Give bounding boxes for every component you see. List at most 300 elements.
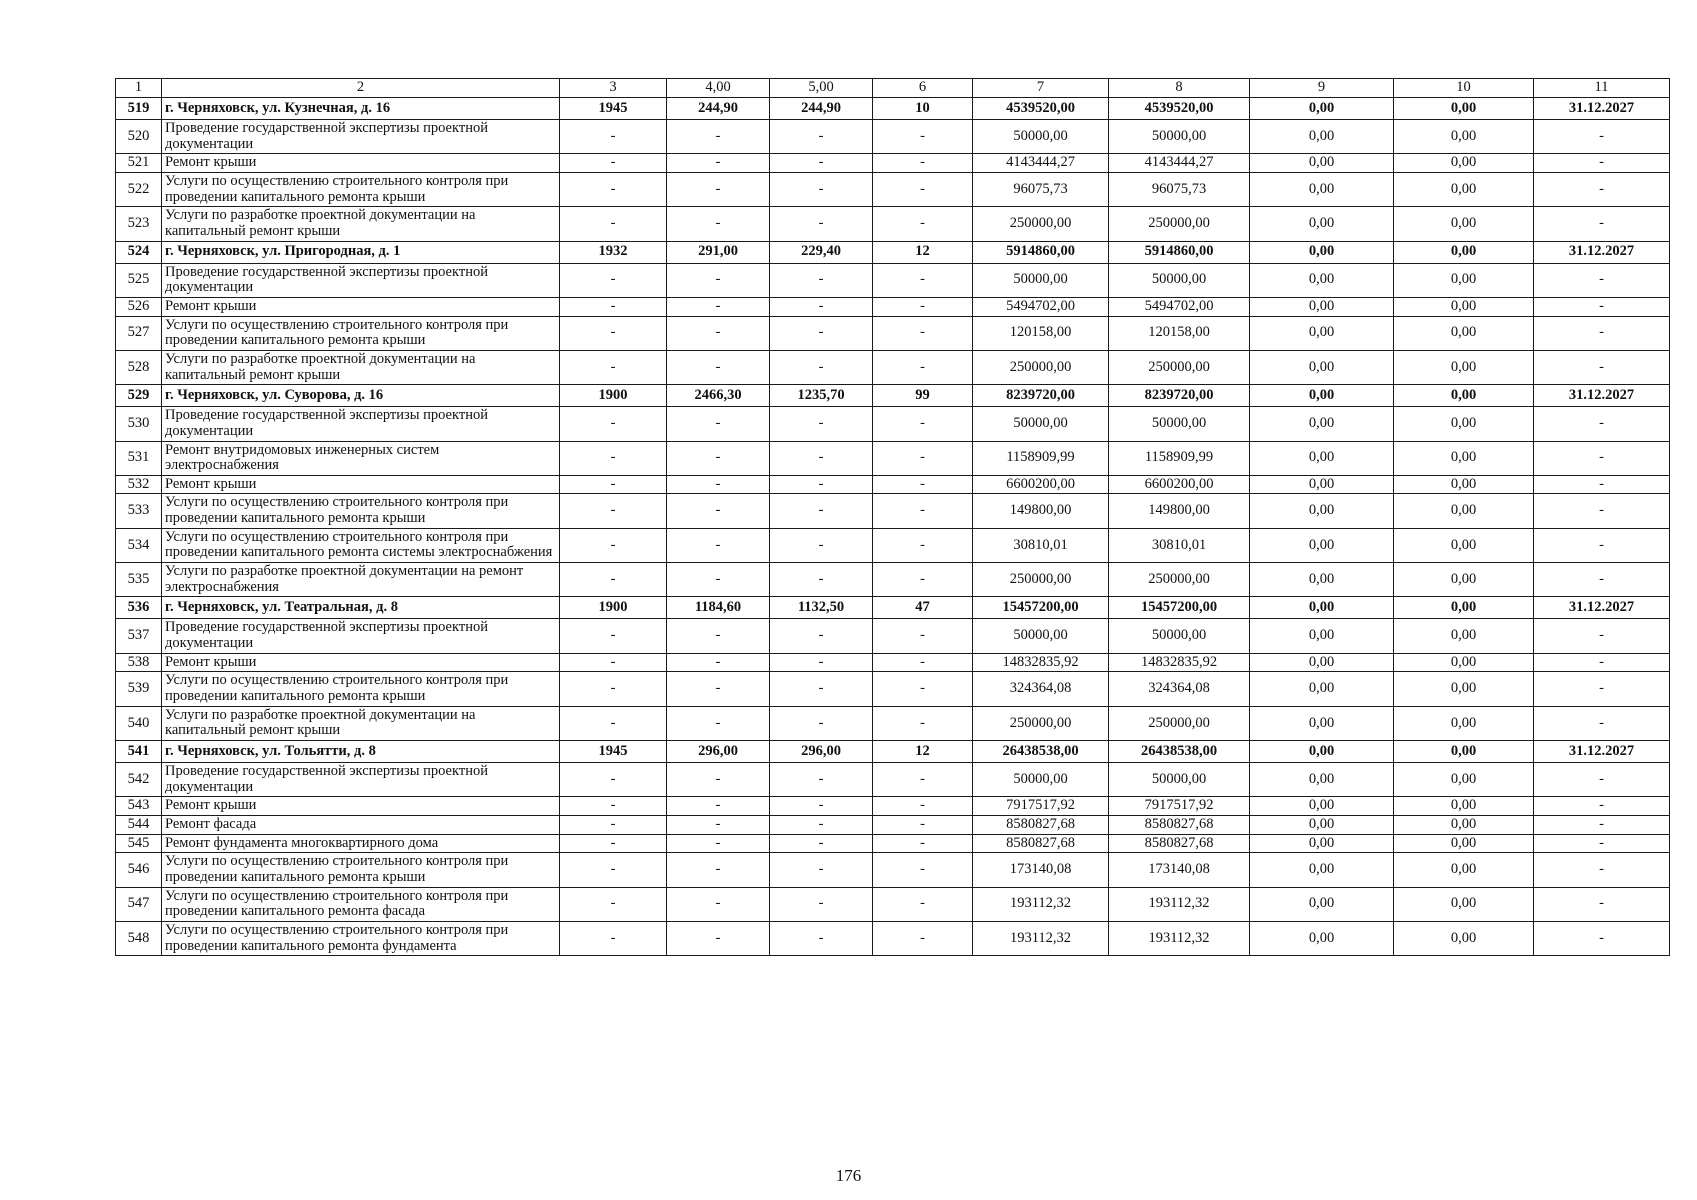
value-cell: 0,00 bbox=[1250, 475, 1394, 494]
work-name-cell: Проведение государственной экспертизы проектной документации bbox=[162, 120, 560, 154]
value-cell: - bbox=[667, 441, 770, 475]
value-cell: 0,00 bbox=[1394, 441, 1534, 475]
value-cell: 0,00 bbox=[1250, 207, 1394, 241]
value-cell: - bbox=[667, 672, 770, 706]
row-number-cell: 541 bbox=[116, 741, 162, 763]
value-cell: 50000,00 bbox=[1109, 407, 1250, 441]
work-item-row bbox=[116, 763, 1670, 797]
work-item-row bbox=[116, 263, 1670, 297]
work-name-cell: Проведение государственной экспертизы проектной документации bbox=[162, 407, 560, 441]
value-cell: 250000,00 bbox=[1109, 207, 1250, 241]
work-name-cell: Ремонт крыши bbox=[162, 653, 560, 672]
value-cell: 8580827,68 bbox=[973, 815, 1109, 834]
value-cell: - bbox=[770, 350, 873, 384]
column-number-cell: 9 bbox=[1250, 79, 1394, 98]
value-cell: - bbox=[1534, 172, 1670, 206]
value-cell: 0,00 bbox=[1250, 528, 1394, 562]
value-cell: 5494702,00 bbox=[973, 297, 1109, 316]
value-cell: - bbox=[873, 297, 973, 316]
value-cell: - bbox=[667, 834, 770, 853]
value-cell: 244,90 bbox=[667, 98, 770, 120]
value-cell: - bbox=[1534, 763, 1670, 797]
value-cell: 296,00 bbox=[667, 741, 770, 763]
value-cell: 1184,60 bbox=[667, 597, 770, 619]
value-cell: - bbox=[873, 853, 973, 887]
work-item-row bbox=[116, 441, 1670, 475]
value-cell: 0,00 bbox=[1250, 741, 1394, 763]
value-cell: 8239720,00 bbox=[1109, 385, 1250, 407]
value-cell: - bbox=[873, 494, 973, 528]
value-cell: 0,00 bbox=[1394, 741, 1534, 763]
value-cell: - bbox=[770, 120, 873, 154]
value-cell: 0,00 bbox=[1250, 385, 1394, 407]
value-cell: - bbox=[667, 475, 770, 494]
value-cell: 0,00 bbox=[1250, 494, 1394, 528]
work-item-row bbox=[116, 154, 1670, 173]
value-cell: 1900 bbox=[560, 385, 667, 407]
value-cell: 0,00 bbox=[1394, 120, 1534, 154]
value-cell: 4539520,00 bbox=[973, 98, 1109, 120]
value-cell: 12 bbox=[873, 741, 973, 763]
value-cell: 0,00 bbox=[1394, 797, 1534, 816]
row-number-cell: 533 bbox=[116, 494, 162, 528]
work-name-cell: Проведение государственной экспертизы проектной документации bbox=[162, 263, 560, 297]
value-cell: 2466,30 bbox=[667, 385, 770, 407]
value-cell: 193112,32 bbox=[973, 887, 1109, 921]
value-cell: - bbox=[770, 154, 873, 173]
value-cell: - bbox=[770, 834, 873, 853]
value-cell: - bbox=[770, 494, 873, 528]
value-cell: 6600200,00 bbox=[1109, 475, 1250, 494]
value-cell: - bbox=[873, 763, 973, 797]
value-cell: - bbox=[770, 619, 873, 653]
work-name-cell: Услуги по осуществлению строительного контроля при проведении капитального ремонта крыши bbox=[162, 853, 560, 887]
value-cell: 8580827,68 bbox=[973, 834, 1109, 853]
value-cell: - bbox=[873, 120, 973, 154]
value-cell: - bbox=[770, 563, 873, 597]
value-cell: 296,00 bbox=[770, 741, 873, 763]
value-cell: 0,00 bbox=[1394, 475, 1534, 494]
value-cell: 0,00 bbox=[1394, 921, 1534, 955]
value-cell: - bbox=[770, 797, 873, 816]
value-cell: 173140,08 bbox=[1109, 853, 1250, 887]
value-cell: - bbox=[770, 887, 873, 921]
value-cell: 1235,70 bbox=[770, 385, 873, 407]
value-cell: 0,00 bbox=[1250, 887, 1394, 921]
value-cell: 250000,00 bbox=[1109, 563, 1250, 597]
value-cell: 4539520,00 bbox=[1109, 98, 1250, 120]
value-cell: - bbox=[1534, 297, 1670, 316]
value-cell: 0,00 bbox=[1394, 98, 1534, 120]
value-cell: - bbox=[560, 619, 667, 653]
value-cell: - bbox=[667, 528, 770, 562]
row-number-cell: 539 bbox=[116, 672, 162, 706]
value-cell: - bbox=[1534, 316, 1670, 350]
value-cell: - bbox=[560, 853, 667, 887]
value-cell: - bbox=[1534, 653, 1670, 672]
value-cell: 250000,00 bbox=[973, 563, 1109, 597]
value-cell: 291,00 bbox=[667, 241, 770, 263]
value-cell: 0,00 bbox=[1250, 921, 1394, 955]
value-cell: - bbox=[873, 672, 973, 706]
row-number-cell: 523 bbox=[116, 207, 162, 241]
work-item-row bbox=[116, 563, 1670, 597]
row-number-cell: 526 bbox=[116, 297, 162, 316]
value-cell: 10 bbox=[873, 98, 973, 120]
work-item-row bbox=[116, 619, 1670, 653]
value-cell: 0,00 bbox=[1394, 494, 1534, 528]
work-item-row bbox=[116, 653, 1670, 672]
work-name-cell: Услуги по разработке проектной документации на капитальный ремонт крыши bbox=[162, 207, 560, 241]
value-cell: 250000,00 bbox=[1109, 350, 1250, 384]
value-cell: - bbox=[1534, 120, 1670, 154]
value-cell: - bbox=[667, 263, 770, 297]
row-number-cell: 537 bbox=[116, 619, 162, 653]
value-cell: 15457200,00 bbox=[1109, 597, 1250, 619]
row-number-cell: 527 bbox=[116, 316, 162, 350]
value-cell: - bbox=[560, 316, 667, 350]
table-header-row bbox=[116, 79, 1670, 98]
work-name-cell: Услуги по осуществлению строительного контроля при проведении капитального ремонта фундамента bbox=[162, 921, 560, 955]
value-cell: 149800,00 bbox=[973, 494, 1109, 528]
address-row bbox=[116, 597, 1670, 619]
row-number-cell: 536 bbox=[116, 597, 162, 619]
row-number-cell: 545 bbox=[116, 834, 162, 853]
value-cell: 7917517,92 bbox=[1109, 797, 1250, 816]
value-cell: 8580827,68 bbox=[1109, 834, 1250, 853]
work-item-row bbox=[116, 475, 1670, 494]
value-cell: 0,00 bbox=[1394, 385, 1534, 407]
value-cell: 14832835,92 bbox=[973, 653, 1109, 672]
value-cell: - bbox=[667, 706, 770, 740]
row-number-cell: 540 bbox=[116, 706, 162, 740]
column-number-cell: 3 bbox=[560, 79, 667, 98]
column-number-cell: 8 bbox=[1109, 79, 1250, 98]
value-cell: 1945 bbox=[560, 98, 667, 120]
value-cell: 1932 bbox=[560, 241, 667, 263]
row-number-cell: 524 bbox=[116, 241, 162, 263]
value-cell: 0,00 bbox=[1250, 834, 1394, 853]
work-item-row bbox=[116, 815, 1670, 834]
work-name-cell: Ремонт крыши bbox=[162, 154, 560, 173]
value-cell: 0,00 bbox=[1394, 563, 1534, 597]
page-number: 176 bbox=[835, 1166, 862, 1185]
value-cell: - bbox=[560, 475, 667, 494]
work-item-row bbox=[116, 120, 1670, 154]
value-cell: - bbox=[1534, 619, 1670, 653]
value-cell: - bbox=[560, 528, 667, 562]
value-cell: 6600200,00 bbox=[973, 475, 1109, 494]
value-cell: - bbox=[770, 172, 873, 206]
value-cell: - bbox=[667, 154, 770, 173]
value-cell: 0,00 bbox=[1250, 763, 1394, 797]
row-number-cell: 543 bbox=[116, 797, 162, 816]
value-cell: 0,00 bbox=[1250, 350, 1394, 384]
value-cell: - bbox=[667, 350, 770, 384]
value-cell: 50000,00 bbox=[1109, 763, 1250, 797]
column-number-cell: 11 bbox=[1534, 79, 1670, 98]
value-cell: - bbox=[873, 706, 973, 740]
row-number-cell: 521 bbox=[116, 154, 162, 173]
value-cell: 1158909,99 bbox=[1109, 441, 1250, 475]
value-cell: 0,00 bbox=[1250, 98, 1394, 120]
value-cell: 0,00 bbox=[1250, 154, 1394, 173]
work-name-cell: Услуги по разработке проектной документации на капитальный ремонт крыши bbox=[162, 350, 560, 384]
value-cell: 193112,32 bbox=[973, 921, 1109, 955]
value-cell: 324364,08 bbox=[1109, 672, 1250, 706]
row-number-cell: 544 bbox=[116, 815, 162, 834]
value-cell: - bbox=[667, 207, 770, 241]
work-name-cell: Услуги по осуществлению строительного контроля при проведении капитального ремонта фасада bbox=[162, 887, 560, 921]
value-cell: - bbox=[1534, 706, 1670, 740]
value-cell: - bbox=[560, 706, 667, 740]
work-item-row bbox=[116, 921, 1670, 955]
work-name-cell: Услуги по осуществлению строительного контроля при проведении капитального ремонта системы электроснабжения bbox=[162, 528, 560, 562]
address-cell: г. Черняховск, ул. Театральная, д. 8 bbox=[162, 597, 560, 619]
value-cell: - bbox=[667, 797, 770, 816]
value-cell: - bbox=[770, 475, 873, 494]
work-item-row bbox=[116, 207, 1670, 241]
value-cell: 0,00 bbox=[1394, 815, 1534, 834]
value-cell: 0,00 bbox=[1394, 619, 1534, 653]
work-item-row bbox=[116, 316, 1670, 350]
value-cell: - bbox=[667, 172, 770, 206]
value-cell: 0,00 bbox=[1250, 653, 1394, 672]
value-cell: 0,00 bbox=[1250, 706, 1394, 740]
value-cell: - bbox=[1534, 154, 1670, 173]
value-cell: - bbox=[667, 619, 770, 653]
value-cell: 30810,01 bbox=[1109, 528, 1250, 562]
value-cell: - bbox=[873, 475, 973, 494]
value-cell: - bbox=[770, 528, 873, 562]
column-number-cell: 2 bbox=[162, 79, 560, 98]
value-cell: - bbox=[560, 441, 667, 475]
value-cell: - bbox=[1534, 350, 1670, 384]
work-name-cell: Услуги по разработке проектной документации на капитальный ремонт крыши bbox=[162, 706, 560, 740]
value-cell: 5494702,00 bbox=[1109, 297, 1250, 316]
value-cell: 5914860,00 bbox=[1109, 241, 1250, 263]
value-cell: - bbox=[560, 207, 667, 241]
value-cell: - bbox=[873, 887, 973, 921]
work-item-row bbox=[116, 853, 1670, 887]
value-cell: - bbox=[873, 797, 973, 816]
value-cell: - bbox=[1534, 563, 1670, 597]
table-body bbox=[116, 79, 1670, 956]
value-cell: 0,00 bbox=[1394, 887, 1534, 921]
value-cell: 4143444,27 bbox=[1109, 154, 1250, 173]
value-cell: 30810,01 bbox=[973, 528, 1109, 562]
work-name-cell: Услуги по осуществлению строительного контроля при проведении капитального ремонта крыши bbox=[162, 316, 560, 350]
row-number-cell: 548 bbox=[116, 921, 162, 955]
work-item-row bbox=[116, 887, 1670, 921]
value-cell: - bbox=[667, 563, 770, 597]
value-cell: - bbox=[770, 672, 873, 706]
address-row bbox=[116, 741, 1670, 763]
value-cell: - bbox=[873, 619, 973, 653]
value-cell: 0,00 bbox=[1250, 815, 1394, 834]
value-cell: - bbox=[770, 706, 873, 740]
value-cell: 250000,00 bbox=[973, 350, 1109, 384]
value-cell: - bbox=[560, 407, 667, 441]
value-cell: 0,00 bbox=[1394, 207, 1534, 241]
address-row bbox=[116, 98, 1670, 120]
row-number-cell: 535 bbox=[116, 563, 162, 597]
value-cell: 0,00 bbox=[1250, 563, 1394, 597]
value-cell: 0,00 bbox=[1250, 297, 1394, 316]
value-cell: 250000,00 bbox=[1109, 706, 1250, 740]
value-cell: - bbox=[873, 441, 973, 475]
value-cell: 0,00 bbox=[1250, 263, 1394, 297]
value-cell: 149800,00 bbox=[1109, 494, 1250, 528]
value-cell: - bbox=[667, 853, 770, 887]
value-cell: 0,00 bbox=[1250, 672, 1394, 706]
value-cell: 31.12.2027 bbox=[1534, 741, 1670, 763]
value-cell: - bbox=[560, 563, 667, 597]
value-cell: - bbox=[770, 763, 873, 797]
work-name-cell: Ремонт внутридомовых инженерных систем электроснабжения bbox=[162, 441, 560, 475]
column-number-cell: 10 bbox=[1394, 79, 1534, 98]
value-cell: - bbox=[1534, 441, 1670, 475]
value-cell: - bbox=[560, 653, 667, 672]
value-cell: 31.12.2027 bbox=[1534, 597, 1670, 619]
value-cell: 0,00 bbox=[1394, 350, 1534, 384]
value-cell: 0,00 bbox=[1394, 154, 1534, 173]
row-number-cell: 531 bbox=[116, 441, 162, 475]
value-cell: 0,00 bbox=[1250, 172, 1394, 206]
value-cell: - bbox=[667, 494, 770, 528]
value-cell: - bbox=[770, 407, 873, 441]
address-row bbox=[116, 241, 1670, 263]
value-cell: - bbox=[873, 834, 973, 853]
value-cell: 14832835,92 bbox=[1109, 653, 1250, 672]
column-number-cell: 5,00 bbox=[770, 79, 873, 98]
value-cell: - bbox=[560, 120, 667, 154]
value-cell: - bbox=[1534, 407, 1670, 441]
value-cell: 50000,00 bbox=[973, 619, 1109, 653]
value-cell: 47 bbox=[873, 597, 973, 619]
value-cell: 0,00 bbox=[1394, 763, 1534, 797]
value-cell: - bbox=[770, 921, 873, 955]
value-cell: - bbox=[1534, 834, 1670, 853]
value-cell: - bbox=[1534, 887, 1670, 921]
value-cell: - bbox=[770, 207, 873, 241]
value-cell: 0,00 bbox=[1394, 672, 1534, 706]
value-cell: - bbox=[873, 653, 973, 672]
value-cell: 120158,00 bbox=[973, 316, 1109, 350]
column-number-cell: 6 bbox=[873, 79, 973, 98]
value-cell: - bbox=[560, 494, 667, 528]
row-number-cell: 520 bbox=[116, 120, 162, 154]
value-cell: 244,90 bbox=[770, 98, 873, 120]
value-cell: - bbox=[560, 834, 667, 853]
value-cell: - bbox=[1534, 672, 1670, 706]
address-cell: г. Черняховск, ул. Кузнечная, д. 16 bbox=[162, 98, 560, 120]
row-number-cell: 547 bbox=[116, 887, 162, 921]
value-cell: - bbox=[667, 653, 770, 672]
address-cell: г. Черняховск, ул. Тольятти, д. 8 bbox=[162, 741, 560, 763]
value-cell: 0,00 bbox=[1250, 120, 1394, 154]
value-cell: - bbox=[770, 316, 873, 350]
value-cell: - bbox=[560, 921, 667, 955]
capital-repair-table bbox=[115, 78, 1670, 956]
row-number-cell: 532 bbox=[116, 475, 162, 494]
value-cell: 0,00 bbox=[1394, 528, 1534, 562]
value-cell: - bbox=[1534, 475, 1670, 494]
value-cell: 99 bbox=[873, 385, 973, 407]
work-name-cell: Ремонт крыши bbox=[162, 297, 560, 316]
value-cell: - bbox=[1534, 528, 1670, 562]
value-cell: - bbox=[873, 154, 973, 173]
work-name-cell: Услуги по разработке проектной документации на ремонт электроснабжения bbox=[162, 563, 560, 597]
value-cell: - bbox=[667, 921, 770, 955]
value-cell: 1900 bbox=[560, 597, 667, 619]
value-cell: - bbox=[560, 350, 667, 384]
value-cell: - bbox=[873, 563, 973, 597]
value-cell: 0,00 bbox=[1394, 316, 1534, 350]
value-cell: 0,00 bbox=[1250, 241, 1394, 263]
value-cell: 31.12.2027 bbox=[1534, 98, 1670, 120]
value-cell: 0,00 bbox=[1250, 597, 1394, 619]
value-cell: 0,00 bbox=[1394, 597, 1534, 619]
value-cell: 193112,32 bbox=[1109, 921, 1250, 955]
value-cell: 250000,00 bbox=[973, 706, 1109, 740]
value-cell: 26438538,00 bbox=[1109, 741, 1250, 763]
value-cell: - bbox=[873, 407, 973, 441]
value-cell: - bbox=[560, 154, 667, 173]
value-cell: 229,40 bbox=[770, 241, 873, 263]
value-cell: 50000,00 bbox=[1109, 263, 1250, 297]
work-name-cell: Проведение государственной экспертизы проектной документации bbox=[162, 619, 560, 653]
value-cell: 0,00 bbox=[1394, 263, 1534, 297]
value-cell: - bbox=[770, 297, 873, 316]
row-number-cell: 525 bbox=[116, 263, 162, 297]
work-item-row bbox=[116, 297, 1670, 316]
row-number-cell: 528 bbox=[116, 350, 162, 384]
value-cell: - bbox=[560, 887, 667, 921]
address-cell: г. Черняховск, ул. Пригородная, д. 1 bbox=[162, 241, 560, 263]
value-cell: - bbox=[770, 653, 873, 672]
value-cell: 0,00 bbox=[1250, 316, 1394, 350]
value-cell: 120158,00 bbox=[1109, 316, 1250, 350]
value-cell: 0,00 bbox=[1394, 297, 1534, 316]
work-item-row bbox=[116, 172, 1670, 206]
row-number-cell: 522 bbox=[116, 172, 162, 206]
value-cell: 50000,00 bbox=[973, 763, 1109, 797]
value-cell: - bbox=[873, 316, 973, 350]
value-cell: - bbox=[873, 207, 973, 241]
value-cell: - bbox=[560, 815, 667, 834]
column-number-cell: 4,00 bbox=[667, 79, 770, 98]
row-number-cell: 542 bbox=[116, 763, 162, 797]
work-name-cell: Проведение государственной экспертизы проектной документации bbox=[162, 763, 560, 797]
row-number-cell: 546 bbox=[116, 853, 162, 887]
row-number-cell: 519 bbox=[116, 98, 162, 120]
value-cell: 96075,73 bbox=[973, 172, 1109, 206]
value-cell: 50000,00 bbox=[1109, 120, 1250, 154]
value-cell: - bbox=[560, 172, 667, 206]
work-name-cell: Услуги по осуществлению строительного контроля при проведении капитального ремонта крыши bbox=[162, 172, 560, 206]
value-cell: 0,00 bbox=[1250, 797, 1394, 816]
work-item-row bbox=[116, 407, 1670, 441]
address-cell: г. Черняховск, ул. Суворова, д. 16 bbox=[162, 385, 560, 407]
value-cell: 0,00 bbox=[1394, 853, 1534, 887]
work-name-cell: Ремонт крыши bbox=[162, 797, 560, 816]
value-cell: 0,00 bbox=[1394, 706, 1534, 740]
value-cell: - bbox=[873, 350, 973, 384]
value-cell: 50000,00 bbox=[1109, 619, 1250, 653]
value-cell: 0,00 bbox=[1250, 407, 1394, 441]
value-cell: 31.12.2027 bbox=[1534, 241, 1670, 263]
